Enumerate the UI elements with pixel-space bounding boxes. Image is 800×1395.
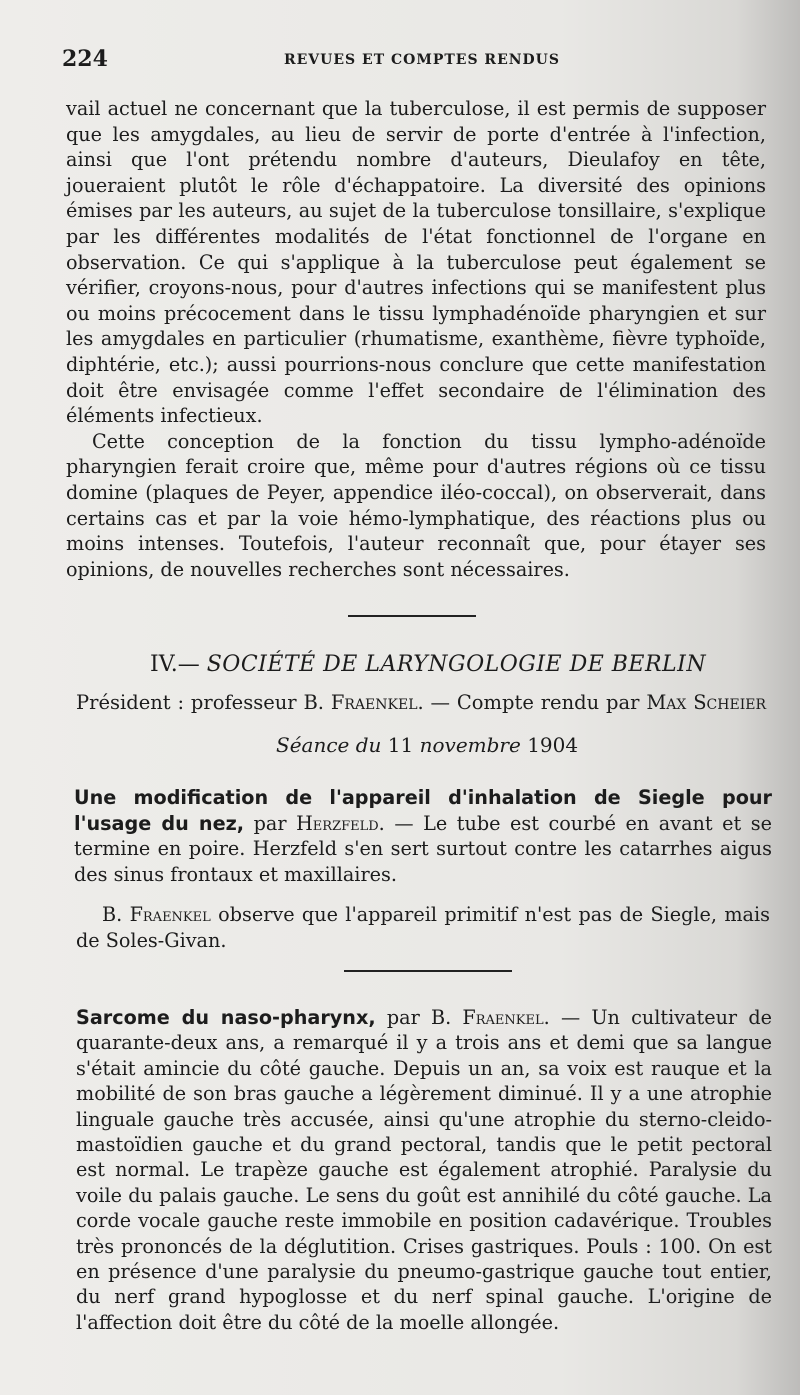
president-line [76,691,766,714]
president-prefix: Président : professeur B. [76,691,325,714]
article-inhalation-author: Herzfeld. [296,811,385,835]
seance-day: 11 [387,733,414,757]
intro-paragraph-1: vail actuel ne concernant que la tuberculose, il est permis de supposer que les amygdales, au lieu de servir de porte d'entrée à l'infection, ainsi que l'ont prétendu nombre d'auteurs, Dieulafoy en tête, joueraient plutôt le rôle d'échappatoire. La diversité des opinions émises par les auteurs, au sujet de la tuberculose tonsillaire, s'explique par les différentes modalités de l'état fonctionnel de l'organe en observation. Ce qui s'applique à la tuberculose peut également se vérifier, croyons-nous, pour d'autres infections qui se manifestent plus ou moins précocement dans le tissu lymphadénoïde pharyngien et sur les amygdales en particulier (rhumatisme, exanthème, fièvre typhoïde, diphtérie, etc.); aussi pourrions-nous conclure que cette manifestation doit être envisagée comme l'effet secondaire de l'élimination des éléments infectieux. [66,97,766,428]
remark-author: B. Fraenkel [102,903,211,926]
seance-month: novembre [419,733,521,757]
article-divider [344,970,512,972]
president-name: Fraenkel. [330,691,424,714]
reporter-name: Max Scheier [646,691,766,714]
article-inhalation-by: par [253,811,287,835]
article-inhalation-remark [76,902,770,953]
article-inhalation [74,785,772,887]
article-inhalation-text: — Le tube est courbé en avant et se termine en poire. Herzfeld s'en sert surtout contre les catarrhes aigus des sinus frontaux et maxillaires. [74,811,772,886]
article-inhalation-paragraph [74,785,772,887]
section-number: IV.— [150,652,200,677]
article-sarcome-text: — Un cultivateur de quarante-deux ans, a remarqué il y a trois ans et demi que sa langue s'était amincie du côté gauche. Depuis un an, sa voix est rauque et la mobilité de son bras gauche a légèrement diminué. Il y a une atrophie linguale gauche très accusée, ainsi qu'une atrophie du sterno-cleido-mastoïdien gauche et du grand pectoral, tandis que le petit pectoral est normal. Le trapèze gauche est également atrophié. Paralysie du voile du palais gauche. Le sens du goût est annihilé du côté gauche. La corde vocale gauche reste immobile en position cadavérique. Troubles très prononcés de la déglutition. Crises gastriques. Pouls : 100. On est en présence d'une paralysie du pneumo-gastrique gauche tout entier, du nerf grand hypoglosse et du nerf spinal gauche. L'origine de l'affection doit être du côté de la moelle allongée. [76,1006,772,1334]
article-sarcome-by: par B. [386,1006,452,1029]
remark-text: observe que l'appareil primitif n'est pas de Siegle, mais de Soles-Givan. [76,903,770,952]
section-title: SOCIÉTÉ DE LARYNGOLOGIE DE BERLIN [206,652,707,677]
intro-paragraph-2: Cette conception de la fonction du tissu lympho-adénoïde pharyngien ferait croire que, même pour d'autres régions où ce tissu domine (plaques de Peyer, appendice iléo-coccal), on observerait, dans certains cas et par la voie hémo-lymphatique, des réactions plus ou moins intenses. Toutefois, l'auteur reconnaît que, pour étayer ses opinions, de nouvelles recherches sont nécessaires. [66,429,766,581]
page-number: 224 [62,46,108,72]
article-sarcome-paragraph [76,1005,772,1335]
article-inhalation-title: Une modification de l'appareil d'inhalation de Siegle pour l'usage du nez, [74,786,772,835]
article-sarcome-title: Sarcome du naso-pharynx, [76,1006,376,1029]
page-header [62,46,760,76]
remark-paragraph [76,902,770,953]
seance-date [276,733,578,757]
article-sarcome [76,1005,772,1335]
report-prefix: — Compte rendu par [430,691,640,714]
section-heading [150,652,706,677]
seance-prefix: Séance du [276,733,382,757]
article-sarcome-author: Fraenkel. [462,1006,550,1029]
intro-text [66,96,766,582]
running-head: REVUES ET COMPTES RENDUS [284,52,560,68]
section-divider [348,615,476,617]
seance-year: 1904 [527,733,579,757]
